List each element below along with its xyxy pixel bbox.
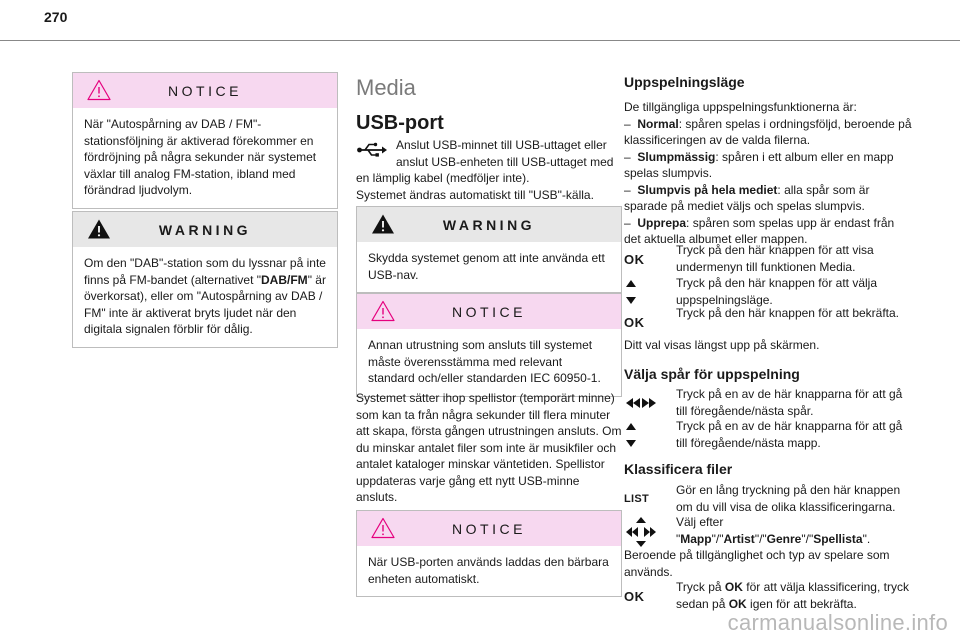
page-number: 270 [44,9,68,25]
warning-box-dab [72,211,338,348]
list-item: – Normal: spåren spelas i ordningsföljd, beroende på klassificeringen av de valda filerna. [624,116,912,147]
step-text: Gör en lång tryckning på den här knappen om du vill visa de olika klassificeringarna. [676,483,901,514]
usb-intro-text: Anslut USB-minnet till USB-uttaget eller anslut USB-enheten till USB-uttaget med [396,138,614,169]
notice-triangle-icon [371,300,395,322]
classify-availability: Beroende på tillgänglighet och typ av spelare som används. [624,548,890,579]
warning-text: Skydda systemet genom att inte använda ett USB-nav. [368,251,605,282]
up-down-arrows-icon [624,275,674,309]
notice-text: När USB-porten används laddas den bärbara enheten automatiskt. [368,555,609,586]
notice-header [73,73,337,108]
notice-triangle-icon [87,79,111,101]
step-text: Tryck på OK för att välja klassificering, tryck sedan på OK igen för att bekräfta. [676,580,909,611]
classify-heading: Klassificera filer [624,461,733,477]
warning-box-usb [356,206,622,293]
header-divider [0,40,960,41]
usb-intro-text-3: Systemet ändras automatiskt till "USB"-källa. [356,187,594,202]
usb-heading: USB-port [356,112,444,134]
step-text: Tryck på den här knappen för att visa undermenyn till funktionen Media. [676,243,874,274]
watermark: carmanualsonline.info [727,610,948,635]
warning-triangle-icon [371,213,395,235]
list-item: – Slumpmässig: spåren i ett album eller en mapp spelas slumpvis. [624,149,894,180]
step-text: Tryck på en av de här knapparna för att gå till föregående/nästa spår. [676,387,903,418]
left-right-arrows-icon [624,386,674,420]
four-way-arrows-icon [624,514,674,550]
section-title: Media [356,75,416,100]
notice-text: Annan utrustning som ansluts till systemet måste överensstämma med relevant standard och/eller standarden IEC 60950-1. [368,338,601,385]
step-text: Tryck på en av de här knapparna för att gå till föregående/nästa mapp. [676,419,903,450]
notice-text: När "Autospårning av DAB / FM"-stationsföljning är aktiverad förekommer en fördröjning på några sekunder när systemet växlar till analog FM-station, ibland med förändrad ljudvolym. [84,117,317,197]
ok-button-icon: OK [624,251,645,267]
list-item: – Slumpvis på hela mediet: alla spår som är sparade på mediet väljs och spelas slumpvis. [624,182,870,213]
notice-triangle-icon [371,517,395,539]
step-text: Tryck på den här knappen för att bekräfta. [676,306,900,320]
notice-box-standard [356,293,622,397]
up-down-arrows-icon [624,418,674,452]
step-text: Välj efter "Mapp"/"Artist"/"Genre"/"Spellista". [676,515,871,546]
select-heading: Välja spår för uppspelning [624,366,800,382]
notice-header [357,294,621,329]
step-text: Tryck på den här knappen för att välja uppspelningsläge. [676,276,877,307]
warning-title: WARNING [442,216,536,233]
list-button-icon: LIST [624,493,650,505]
ok-button-icon: OK [624,588,645,604]
usb-intro-text-2: en lämplig kabel (medföljer inte). [356,171,530,185]
notice-title: NOTICE [168,82,242,99]
playback-heading: Uppspelningsläge [624,74,745,90]
warning-header [73,212,337,247]
warning-title: WARNING [158,221,252,238]
notice-title: NOTICE [452,303,526,320]
playback-modes [624,116,914,248]
playlist-paragraph: Systemet sätter ihop spellistor (temporärt minne) som kan ta från några sekunder till flera minuter att skapa, första gången utrustningen ansluts. Om du minskar antalet filer som inte är musikfiler och antalet kataloger minskar väntetiden. Spellistor uppdateras varje gång ett nytt USB-minne ansluts. [356,391,622,504]
warning-header [357,207,621,242]
notice-box-charging [356,510,622,597]
list-item: – Upprepa: spåren som spelas upp är endast från det aktuella albumet eller mappen. [624,215,895,246]
notice-header [357,511,621,546]
ok-button-icon: OK [624,314,645,330]
playback-intro: De tillgängliga uppspelningsfunktionerna är: [624,100,857,114]
notice-title: NOTICE [452,520,526,537]
result-text: Ditt val visas längst upp på skärmen. [624,338,820,352]
warning-triangle-icon [87,218,111,240]
warning-text: Om den "DAB"-station som du lyssnar på inte finns på FM-bandet (alternativet "DAB/FM" är överkorsat), eller om "Autospårning av DAB / FM" inte är aktiverat bryts ljudet när den digitala signalen förblir för dålig. [84,256,326,336]
notice-box-dab [72,72,338,209]
